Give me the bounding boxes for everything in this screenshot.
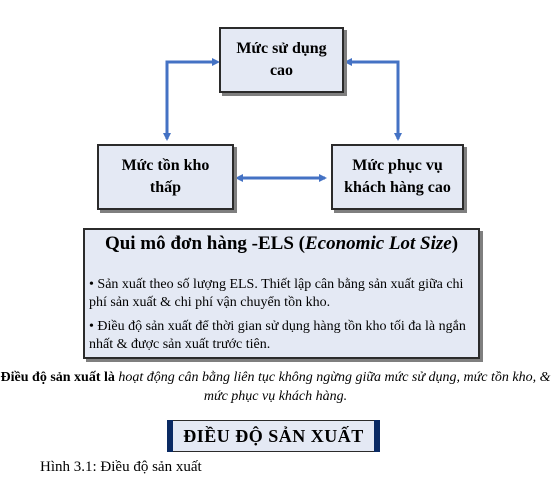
usage-level-line-1: Mức sử dụng	[236, 40, 327, 57]
usage-level-line-2: cao	[269, 62, 294, 79]
service-level-line-2: khách hàng cao	[344, 179, 451, 196]
usage-level-box	[219, 27, 344, 93]
figure-caption: Hình 3.1: Điều độ sản xuất	[40, 459, 202, 475]
els-bullet-1: • Sản xuất theo số lượng ELS. Thiết lập cân bằng sản xuất giữa chi phí sản xuất & chi phí vận chuyển tồn kho.	[89, 277, 464, 310]
arrow-top-left	[167, 62, 214, 139]
els-title	[85, 232, 478, 256]
els-title-prefix: Qui mô đơn hàng -ELS (	[104, 233, 305, 254]
inventory-level-box	[97, 144, 234, 210]
arrow-top-right	[350, 62, 398, 139]
banner-title: ĐIỀU ĐỘ SẢN XUẤT	[183, 425, 364, 446]
els-title-italic: Economic Lot Size	[305, 233, 452, 254]
definition-lead: Điều độ sản xuất là	[0, 370, 115, 385]
inventory-level-line-1: Mức tồn kho	[121, 157, 210, 174]
definition-caption	[0, 368, 551, 406]
service-level-box	[331, 144, 464, 210]
service-level-line-1: Mức phục vụ	[352, 157, 443, 174]
definition-text: hoạt động cân bằng liên tục không ngừng giữa mức sử dụng, mức tồn kho, & mức phục vụ khách hàng.	[114, 370, 551, 404]
els-bullet-2: • Điều độ sản xuất để thời gian sử dụng hàng tồn kho tối đa là ngắn nhất & được sản xuất trước tiên.	[89, 319, 466, 352]
els-title-suffix: )	[451, 233, 459, 254]
inventory-level-line-2: thấp	[149, 179, 182, 196]
els-info-box	[83, 228, 480, 359]
